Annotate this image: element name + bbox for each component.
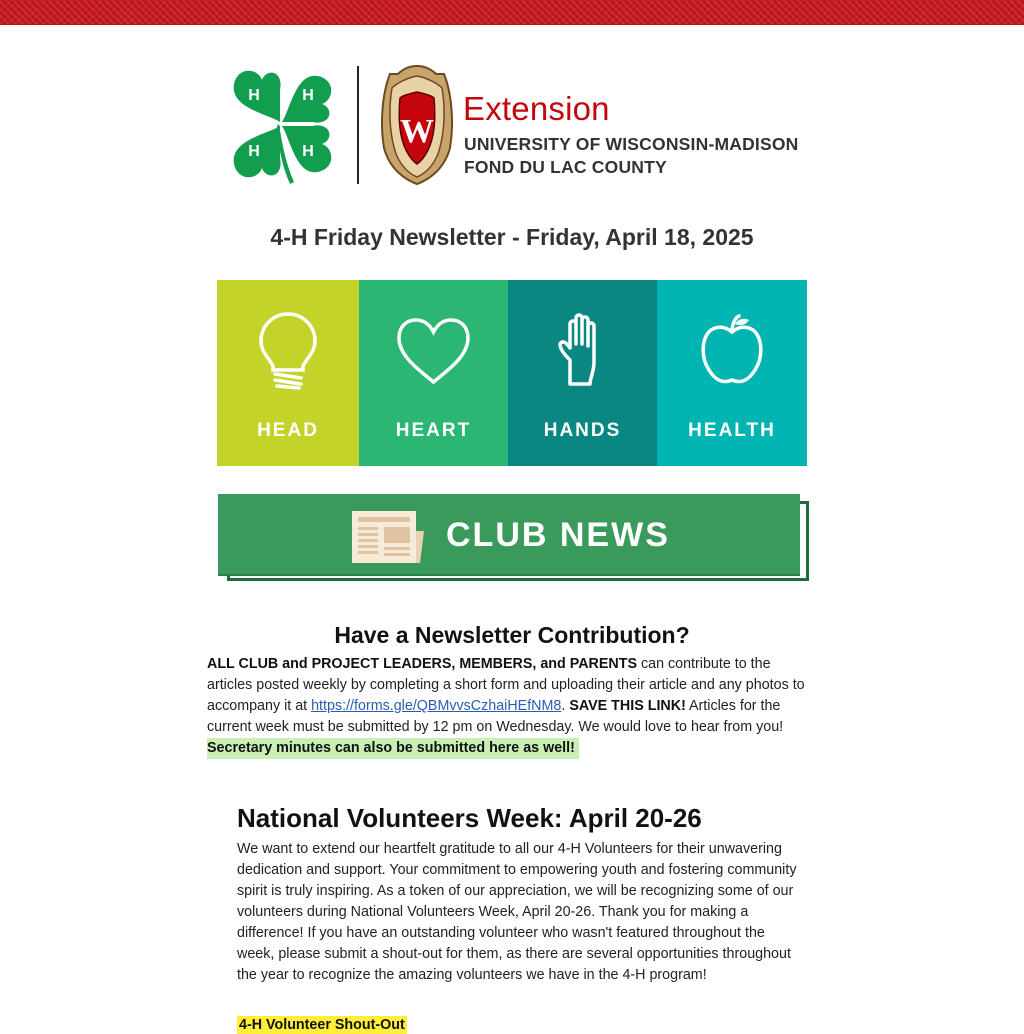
clover-h-mark-1: H xyxy=(248,87,260,104)
contribution-text-3: Articles for the current week must be submitted by 12 pm on Wednesday. We would love to hear from you! xyxy=(207,698,784,735)
newsletter-title: 4-H Friday Newsletter - Friday, April 18, 2025 xyxy=(270,224,754,250)
club-news-panel xyxy=(218,494,800,574)
contribution-form-link[interactable]: https://forms.gle/QBMvvsCzhaiHEfNM8 xyxy=(311,698,562,714)
club-news-banner xyxy=(218,494,810,582)
university-line: UNIVERSITY OF WISCONSIN-MADISON xyxy=(464,134,799,154)
county-line: FOND DU LAC COUNTY xyxy=(464,157,667,177)
logo-divider xyxy=(357,66,359,184)
newspaper-icon xyxy=(352,511,424,563)
volunteer-shout-out-link[interactable]: 4-H Volunteer Shout-Out xyxy=(239,1017,405,1033)
volunteers-heading: National Volunteers Week: April 20-26 xyxy=(237,803,702,833)
contribution-text-1: can contribute to the articles posted weekly by completing a short form and uploading their article and any photos to accompany it at xyxy=(207,656,805,714)
pillar-head-label: HEAD xyxy=(257,420,319,441)
pillar-heart xyxy=(359,280,508,466)
contribution-body xyxy=(207,654,807,759)
extension-word: Extension xyxy=(463,90,610,127)
contribution-text-2: . xyxy=(561,698,570,714)
club-news-label: CLUB NEWS xyxy=(446,516,670,554)
lightbulb-icon xyxy=(217,310,359,390)
contribution-lead: ALL CLUB and PROJECT LEADERS, MEMBERS, and PARENTS xyxy=(207,656,637,672)
top-decorative-band xyxy=(0,0,1024,25)
clover-h-mark-4: H xyxy=(302,143,314,160)
clover-h-mark-3: H xyxy=(248,143,260,160)
crest-letter: W xyxy=(400,113,434,150)
4-h-clover-icon xyxy=(222,64,340,186)
pillar-head xyxy=(217,280,359,466)
contribution-heading: Have a Newsletter Contribution? xyxy=(334,622,690,648)
apple-icon xyxy=(657,310,807,390)
pillar-hands-label: HANDS xyxy=(543,420,622,441)
uw-crest-icon xyxy=(378,64,456,186)
clover-h-mark-2: H xyxy=(302,87,314,104)
secretary-minutes-note: Secretary minutes can also be submitted here as well! xyxy=(207,738,579,759)
pillar-health-label: HEALTH xyxy=(688,420,776,441)
logo-header xyxy=(222,62,802,188)
save-link-note: SAVE THIS LINK! xyxy=(569,698,686,714)
volunteers-body: We want to extend our heartfelt gratitude to all our 4-H Volunteers for their unwavering dedication and support. Your commitment to empowering youth and fostering community spirit is truly inspiring. As a token of our appreciation, we will be recognizing some of our volunteers during National Volunteers Week, April 20-26. Thank you for making a difference! If you have an outstanding volunteer who wasn't featured throughout the week, please submit a shout-out for them, as there are several opportunities throughout the year to recognize the amazing volunteers we have in the 4-H program! xyxy=(237,841,797,983)
heart-icon xyxy=(359,310,508,390)
hand-icon xyxy=(508,310,657,390)
pillar-heart-label: HEART xyxy=(395,420,472,441)
pillar-hands xyxy=(508,280,657,466)
pillars-banner xyxy=(217,280,807,466)
pillar-health xyxy=(657,280,807,466)
